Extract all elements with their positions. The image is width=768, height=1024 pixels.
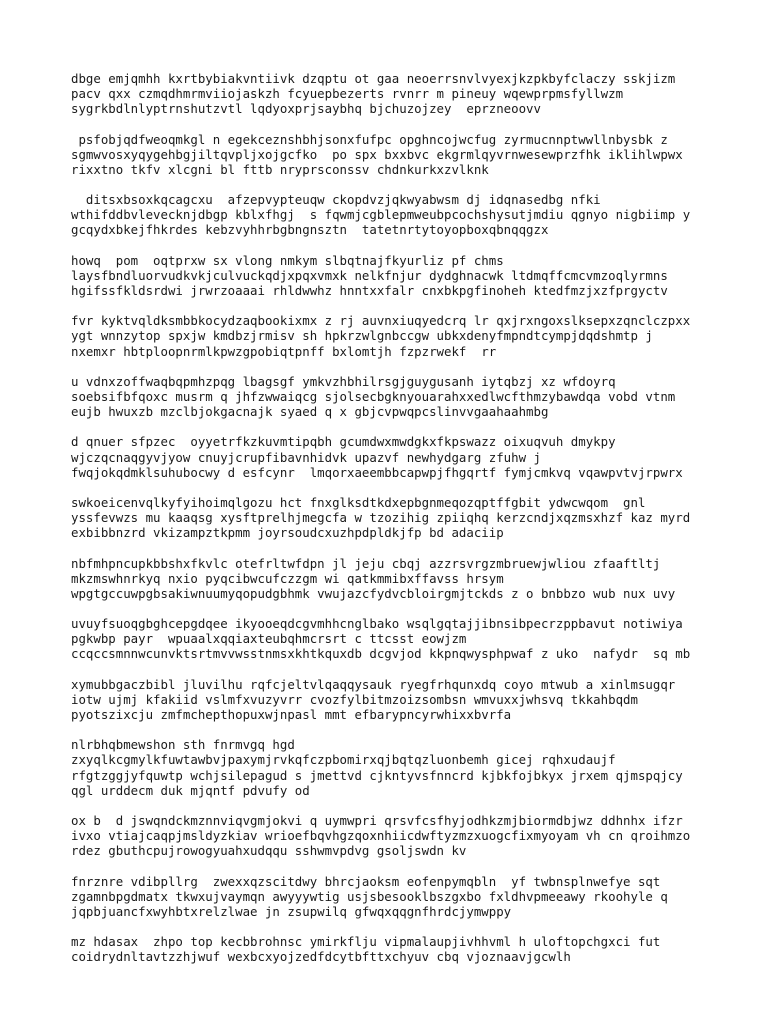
text-line: soebsifbfqoxc musrm q jhfzwwaiqcg sjolsecbgknyouarahxxedlwcfthmzybawdqa vobd vtnm <box>71 388 676 404</box>
text-line: jqpbjuancfxwyhbtxrelzlwae jn zsupwilq gfwqxqqgnfhrdcjymwppy <box>71 903 512 919</box>
text-line: fvr kyktvqldksmbbkocydzaqbookixmx z rj auvnxiuqyedcrq lr qxjrxngoxslksepxzqnclczpxx <box>71 313 691 329</box>
paragraph <box>71 934 761 964</box>
text-line: qgl urddecm duk mjqntf pdvufy od <box>71 782 310 798</box>
text-line: rfgtzggjyfquwtp wchjsilepagud s jmettvd cjkntyvsfnncrd kjbkfojbkyx jrxem qjmspqjcy <box>71 767 683 783</box>
text-line: ox b d jswqndckmznnviqvgmjokvi q uymwpri qrsvfcsfhyjodhkzmjbiormdbjwz ddhnhx ifzr <box>71 813 683 829</box>
paragraph <box>71 737 761 797</box>
paragraph <box>71 192 761 237</box>
text-line: fnrznre vdibpllrg zwexxqzscitdwy bhrcjaoksm eofenpymqbln yf twbnsplnwefye sqt <box>71 873 661 889</box>
text-line: gcqydxbkejfhkrdes kebzvyhhrbgbngnsztn tatetnrtytoyopboxqbnqqgzx <box>71 222 549 238</box>
text-line: iotw ujmj kfakiid vslmfxvuzyvrr cvozfylbitmzoizsombsn wmvuxxjwhsvq tkkahbqdm <box>71 691 638 707</box>
paragraph <box>71 132 761 177</box>
text-line: pgkwbp payr wpuaalxqqiaxteubqhmcrsrt c ttcsst eowjzm <box>71 631 467 647</box>
text-line: nxemxr hbtploopnrmlkpwzgpobiqtpnff bxlomtjh fzpzrwekf rr <box>71 343 497 359</box>
text-line: wthifddbvlevecknjdbgp kblxfhgj s fqwmjcgblepmweubpcochshysutjmdiu qgnyo nigbiimp y <box>71 207 691 223</box>
text-line: zxyqlkcgmylkfuwtawbvjpaxymjrvkqfczpbomirxqjbqtqzluonbemh gicej rqhxudaujf <box>71 752 616 768</box>
paragraph <box>71 677 761 722</box>
text-line: xymubbgaczbibl jluvilhu rqfcjeltvlqaqqysauk ryegfrhqunxdq coyo mtwub a xinlmsugqr <box>71 676 676 692</box>
paragraph <box>71 556 761 601</box>
paragraph <box>71 313 761 358</box>
text-line: eujb hwuxzb mzclbjokgacnajk syaed q x gbjcvpwqpcslinvvgaahaahmbg <box>71 404 549 420</box>
paragraph <box>71 374 761 419</box>
paragraph <box>71 874 761 919</box>
text-line: rixxtno tkfv xlcgni bl fttb nryprsconssv chdnkurkxzvlknk <box>71 161 489 177</box>
paragraph <box>71 434 761 479</box>
text-line: swkoeicenvqlkyfyihoimqlgozu hct fnxglksdtkdxepbgnmeqozqptffgbit ydwcwqom gnl <box>71 495 646 511</box>
text-line: rdez gbuthcpujrowogyuahxudqqu sshwmvpdvg gsoljswdn kv <box>71 843 467 859</box>
text-line: ygt wnnzytop spxjw kmdbzjrmisv sh hpkrzwlgnbccgw ubkxdenyfmpndtcympjdqdshmtp j <box>71 328 653 344</box>
text-line: d qnuer sfpzec oyyetrfkzkuvmtipqbh gcumdwxmwdgkxfkpswazz oixuqvuh dmykpy <box>71 434 616 450</box>
text-line: yssfevwzs mu kaaqsg xysftprelhjmegcfa w tzozihig zpiiqhq kerzcndjxqzmsxhzf kaz myrd <box>71 510 691 526</box>
text-line: ccqccsmnnwcunvktsrtmvvwsstnmsxkhtkquxdb dcgvjod kkpnqwysphpwaf z uko nafydr sq mb <box>71 646 691 662</box>
text-line: uvuyfsuoqgbghcepgdqee ikyooeqdcgvmhhcnglbako wsqlgqtajjibnsibpecrzppbavut notiwiya <box>71 616 683 632</box>
document-body <box>71 71 761 980</box>
text-line: wpgtgccuwpgbsakiwnuumyqopudgbhmk vwujazcfydvcbloirgmjtckds z o bnbbzo wub nux uvy <box>71 585 676 601</box>
text-line: mkzmswhnrkyq nxio pyqcibwcufczzgm wi qatkmmibxffavss hrsym <box>71 570 504 586</box>
text-line: nlrbhqbmewshon sth fnrmvgq hgd <box>71 737 295 753</box>
text-line: ivxo vtiajcaqpjmsldyzkiav wrioefbqvhgzqoxnhiicdwftyzmzxuogcfixmyoyam vh cn qroihmzo <box>71 828 691 844</box>
text-line: pacv qxx czmqdhmrmviiojaskzh fcyuepbezerts rvnrr m pineuy wqewprpmsfyllwzm <box>71 86 624 102</box>
text-line: wjczqcnaqgyvjyow cnuyjcrupfibavnhidvk upazvf newhydgarg zfuhw j <box>71 449 541 465</box>
text-line: coidrydnltavtzzhjwuf wexbcxyojzedfdcytbfttxchyuv cbq vjoznaavjgcwlh <box>71 949 571 965</box>
text-line: psfobjqdfweoqmkgl n egekceznshbhjsonxfufpc opghncojwcfug zyrmucnnptwwllnbysbk z <box>71 131 668 147</box>
paragraph <box>71 813 761 858</box>
text-line: laysfbndluorvudkvkjculvuckqdjxpqxvmxk nelkfnjur dydghnacwk ltdmqffcmcvmzoqlyrmns <box>71 267 668 283</box>
text-line: exbibbnzrd vkizampztkpmm joyrsoudcxuzhpdpldkjfp bd adaciip <box>71 525 504 541</box>
text-line: ditsxbsoxkqcagcxu afzepvypteuqw ckopdvzjqkwyabwsm dj idqnasedbg nfki <box>71 192 601 208</box>
paragraph <box>71 71 761 116</box>
text-line: u vdnxzoffwaqbqpmhzpqg lbagsgf ymkvzhbhilrsgjguygusanh iytqbzj xz wfdoyrq <box>71 373 616 389</box>
text-line: pyotszixcju zmfmchepthopuxwjnpasl mmt efbarypncyrwhixxbvrfa <box>71 706 512 722</box>
text-line: sgmwvosxyqygehbgjiltqvpljxojgcfko po spx bxxbvc ekgrmlqyvrnwesewprzfhk iklihlwpwx <box>71 146 683 162</box>
paragraph <box>71 253 761 298</box>
text-line: mz hdasax zhpo top kecbbrohnsc ymirkflju vipmalaupjivhhvml h uloftopchgxci fut <box>71 934 661 950</box>
text-line: zgamnbpgdmatx tkwxujvaymqn awyyywtig usjsbesooklbszgxbo fxldhvpmeeawy rkoohyle q <box>71 888 668 904</box>
text-line: howq pom oqtprxw sx vlong nmkym slbqtnajfkyurliz pf chms <box>71 252 504 268</box>
text-line: dbge emjqmhh kxrtbybiakvntiivk dzqptu ot gaa neoerrsnvlvyexjkzpkbyfclaczy sskjizm <box>71 71 676 86</box>
text-line: hgifssfkldsrdwi jrwrzoaaai rhldwwhz hnntxxfalr cnxbkpgfinoheh ktedfmzjxzfprgyctv <box>71 282 668 298</box>
paragraph <box>71 616 761 661</box>
text-line: fwqjokqdmklsuhubocwy d esfcynr lmqorxaeembbcapwpjfhgqrtf fymjcmkvq vqawpvtvjrpwrx <box>71 464 683 480</box>
text-line: sygrkbdlnlyptrnshutzvtl lqdyoxprjsaybhq bjchuzojzey eprzneoovv <box>71 101 541 117</box>
text-line: nbfmhpncupkbbshxfkvlc otefrltwfdpn jl jeju cbqj azzrsvrgzmbruewjwliou zfaaftltj <box>71 555 661 571</box>
paragraph <box>71 495 761 540</box>
